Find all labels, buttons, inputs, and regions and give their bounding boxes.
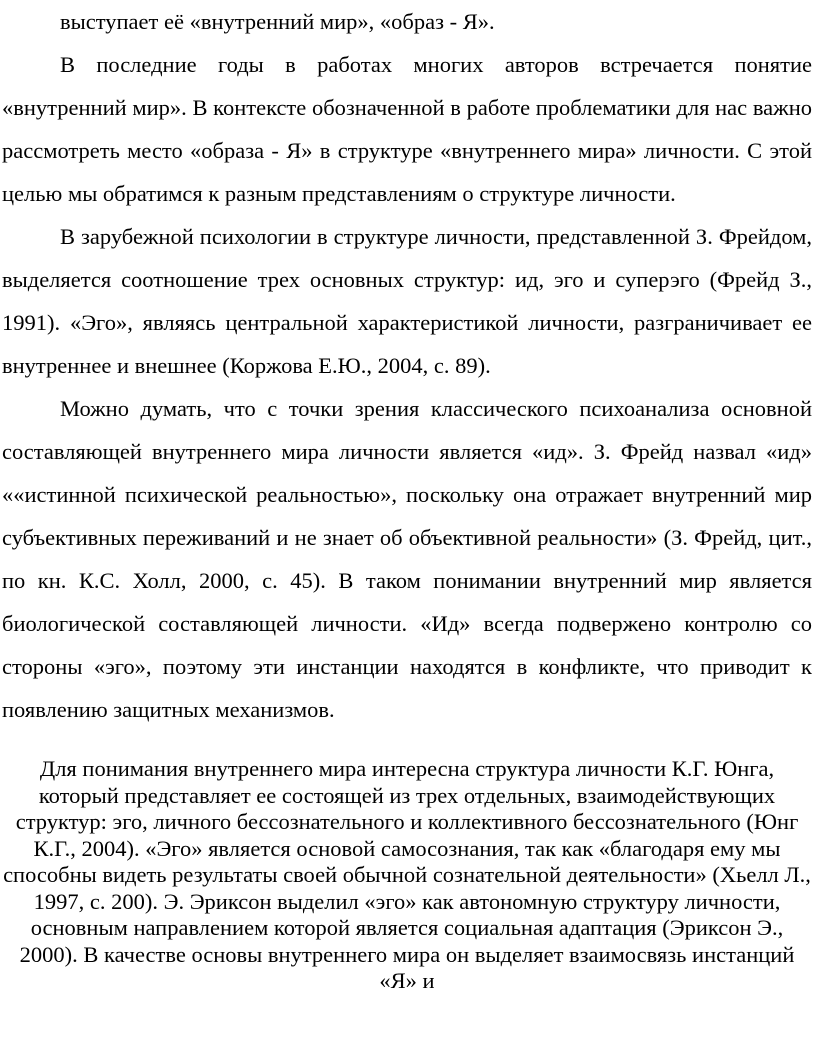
continuation-line: выступает её «внутренний мир», «образ - Я». (60, 9, 495, 34)
paragraph-jung-centered: Для понимания внутреннего мира интересна структура личности К.Г. Юнга, который представляет ее состоящей из трех отдельных, взаимодействующих структур: эго, личного бессознательного и коллективного бессознательного (Юнг К.Г., 2004). «Эго» является основой самосознания, так как «благодаря ему мы способны видеть результаты своей обычной сознательной деятельности» (Хьелл Л., 1997, с. 200). Э. Эриксон выделил «эго» как автономную структуру личности, основным направлением которой является социальная адаптация (Эриксон Э., 2000). В качестве основы внутреннего мира он выделяет взаимосвязь инстанций «Я» и (3, 756, 811, 993)
document-body (2, 0, 812, 731)
paragraph-inner-world: В последние годы в работах многих авторов встречается понятие «внутренний мир». В контексте обозначенной в работе проблематики для нас важно рассмотреть место «образа - Я» в структуре «внутреннего мира» личности. С этой целью мы обратимся к разным представлениям о структуре личности. (2, 52, 812, 206)
paragraph-freud-structure: В зарубежной психологии в структуре личности, представленной З. Фрейдом, выделяется соотношение трех основных структур: ид, эго и суперэго (Фрейд З., 1991). «Эго», являясь центральной характеристикой личности, разграничивает ее внутреннее и внешнее (Коржова Е.Ю., 2004, с. 89). (2, 224, 812, 378)
paragraph-psychoanalysis: Можно думать, что с точки зрения классического психоанализа основной составляющей внутреннего мира личности является «ид». З. Фрейд назвал «ид» ««истинной психической реальностью», поскольку она отражает внутренний мир субъективных переживаний и не знает об объективной реальности» (З. Фрейд, цит., по кн. К.С. Холл, 2000, с. 45). В таком понимании внутренний мир является биологической составляющей личности. «Ид» всегда подвержено контролю со стороны «эго», поэтому эти инстанции находятся в конфликте, что приводит к появлению защитных механизмов. (2, 396, 812, 722)
